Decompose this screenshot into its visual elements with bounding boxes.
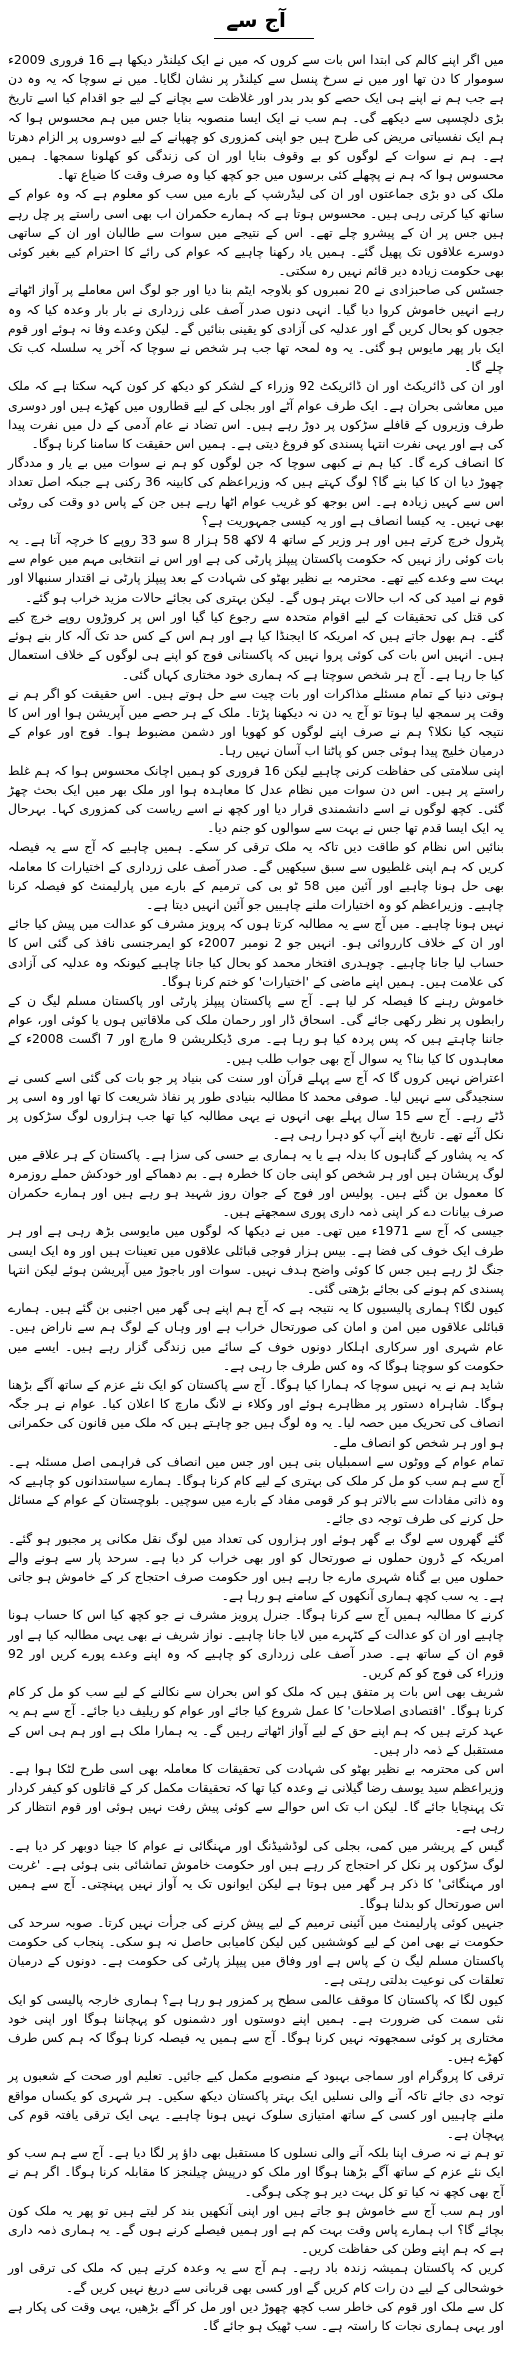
article-paragraph: کا انصاف کرے گا۔ کیا ہم نے کبھی سوچا کہ جن لوگوں کو ہم نے سوات میں بے یار و مددگار چھوڑ دیا ان کا کیا بنے گا؟ لوگ کہتے ہیں کہ وزیراعظم کی کابینہ 36 رکنی ہے جبکہ اصل تعداد اس سے کہیں زیادہ ہے۔ اس بوجھ کو غریب عوام اٹھا رہے ہیں جن کے پاس دو وقت کی روٹی بھی نہیں۔ یہ کیسا انصاف ہے اور یہ کیسی جمہوریت ہے؟ [8,455,504,528]
article-paragraph: نہیں ہونا چاہیے۔ میں آج سے یہ مطالبہ کرتا ہوں کہ پرویز مشرف کو عدالت میں پیش کیا جائے اور ان کے خلاف کارروائی ہو۔ انہیں جو 2 نومبر 2007ء کو ایمرجنسی نافذ کی گئی اس کا حساب لیا جانا چاہیے۔ چوہدری افتخار محمد کو بحال کیا جانا چاہیے کیونکہ وہ عدلیہ کی آزادی کی علامت ہیں۔ ہمیں اپنے ماضی کے 'اختیارات' کو ختم کرنا ہوگا۔ [8,916,504,989]
article-paragraph: کی قتل کی تحقیقات کے لیے اقوام متحدہ سے رجوع کیا گیا اور اس پر کروڑوں روپے خرچ کیے گئے۔ ہم بھول جاتے ہیں کہ امریکہ کا ایجنڈا کیا ہے اور ہم اس کے کس حد تک آلہ کار بنے ہوئے ہیں۔ انہیں اس بات کی کوئی پروا نہیں کہ پاکستانی فوج کو اپنے ہی لوگوں کے خلاف استعمال کیا جا رہا ہے۔ آج ہر شخص سوچتا ہے کہ ہماری خود مختاری کہاں گئی۔ [8,608,504,682]
article-paragraph: شریف بھی اس بات پر متفق ہیں کہ ملک کو اس بحران سے نکالنے کے لیے سب کو مل کر کام کرنا ہوگا۔ 'اقتصادی اصلاحات' کا عمل شروع کیا جائے اور عوام کو ریلیف دیا جائے۔ آج سے ہم یہ عہد کرتے ہیں کہ ہم اپنے حق کے لیے آواز اٹھاتے رہیں گے۔ یہ ہمارا ملک ہے اور ہم ہی اس کے مستقبل کے ذمہ دار ہیں۔ [8,1684,504,1757]
article-paragraph: گئے گھروں سے لوگ بے گھر ہوئے اور ہزاروں کی تعداد میں لوگ نقل مکانی پر مجبور ہو گئے۔ امریکہ کے ڈرون حملوں نے صورتحال کو اور بھی خراب کر دیا ہے۔ سرحد پار سے ہونے والے حملوں میں بے گناہ شہری مارے جا رہے ہیں اور حکومت صرف احتجاج کر کے خاموش ہو جاتی ہے۔ یہ سب کچھ ہماری آنکھوں کے سامنے ہو رہا ہے۔ [8,1530,504,1604]
article-paragraph: ہوتی دنیا کے تمام مسئلے مذاکرات اور بات چیت سے حل ہوتے ہیں۔ اس حقیقت کو اگر ہم نے وقت پر سمجھ لیا ہوتا تو آج یہ دن نہ دیکھنا پڑتا۔ ملک کے ہر حصے میں آپریشن ہوا اور اس کا نتیجہ کیا نکلا؟ ہم نے صرف اپنے لوگوں کو کھویا اور دشمن مضبوط ہوا۔ فوج اور عوام کے درمیان خلیج پیدا ہوئی جس کو پاٹنا اب آسان نہیں رہا۔ [8,685,504,759]
article-paragraph: اپنی سلامتی کی حفاظت کرنی چاہیے لیکن 16 فروری کو ہمیں اچانک محسوس ہوا کہ ہم غلط راستے پر ہیں۔ اس دن سوات میں نظام عدل کا معاہدہ ہوا اور ملک بھر میں ایک بحث چھڑ گئی۔ کچھ لوگوں نے اسے دانشمندی قرار دیا اور کچھ نے اسے ریاست کی کمزوری کہا۔ بہرحال یہ ایک ایسا قدم تھا جس نے بہت سے سوالوں کو جنم دیا۔ [8,762,504,836]
article-paragraph: گیس کے پریشر میں کمی، بجلی کی لوڈشیڈنگ اور مہنگائی نے عوام کا جینا دوبھر کر دیا ہے۔ لوگ سڑکوں پر نکل کر احتجاج کر رہے ہیں اور حکومت خاموش تماشائی بنی ہوئی ہے۔ 'غربت اور مہنگائی' کا ذکر ہر گھر میں ہوتا ہے لیکن ایوانوں تک یہ آواز نہیں پہنچتی۔ آج سے ہمیں اس صورتحال کو بدلنا ہوگا۔ [8,1837,504,1911]
article-paragraph: اس کی محترمہ بے نظیر بھٹو کی شہادت کی تحقیقات کا معاملہ بھی اسی طرح لٹکا ہوا ہے۔ وزیراعظم سید یوسف رضا گیلانی نے وعدہ کیا تھا کہ تحقیقات مکمل کر کے قاتلوں کو کیفر کردار تک پہنچایا جائے گا۔ لیکن اب تک اس حوالے سے کوئی پیش رفت نہیں ہوئی اور قوم انتظار کر رہی ہے۔ [8,1761,504,1834]
article-paragraph: کہ یہ پشاور کے گناہوں کا بدلہ ہے یا یہ ہماری بے حسی کی سزا ہے۔ پاکستان کے ہر علاقے میں لوگ پریشان ہیں اور ہر شخص کو اپنی جان کا خطرہ ہے۔ بم دھماکے اور خودکش حملے روزمرہ کا معمول بن گئے ہیں۔ پولیس اور فوج کے جوان روز شہید ہو رہے ہیں اور ہمارے حکمران صرف بیانات دے کر اپنی ذمہ داری پوری سمجھتے ہیں۔ [8,1146,504,1220]
article-paragraph: جنہیں کوئی پارلیمنٹ میں آئینی ترمیم کے لیے پیش کرنے کی جرأت نہیں کرتا۔ صوبہ سرحد کی حکومت نے بھی امن کے لیے کوششیں کیں لیکن کامیابی حاصل نہ ہو سکی۔ پنجاب کی حکومت پاکستان مسلم لیگ ن کے پاس ہے اور وفاق میں پیپلز پارٹی کی حکومت ہے۔ دونوں کے درمیان تعلقات کی نوعیت بدلتی رہتی ہے۔ [8,1914,504,1988]
article-paragraph: پٹرول خرچ کرتے ہیں اور ہر وزیر کے ساتھ 4 لاکھ 58 ہزار 8 سو 33 روپے کا خرچہ آتا ہے۔ یہ بات کوئی راز نہیں کہ حکومت پاکستان پیپلز پارٹی کی ہے اور اس نے انتخابی مہم میں عوام سے بہت سے وعدے کیے تھے۔ محترمہ بے نظیر بھٹو کی شہادت کے بعد پیپلز پارٹی نے اقتدار سنبھالا اور قوم نے امید کی کہ اب حالات بہتر ہوں گے۔ لیکن بہتری کی بجائے حالات مزید خراب ہو گئے۔ [8,532,504,605]
article-paragraph: کل سے ملک اور قوم کی خاطر سب کچھ چھوڑ دیں اور مل کر آگے بڑھیں، یہی وقت کی پکار ہے اور یہی ہماری نجات کا راستہ ہے۔ سب ٹھیک ہو جائے گا۔ [8,2298,504,2333]
article-paragraph: تمام عوام کے ووٹوں سے اسمبلیاں بنی ہیں اور جس میں انصاف کی فراہمی اصل مسئلہ ہے۔ آج سے ہم سب کو مل کر ملک کی بہتری کے لیے کام کرنا ہوگا۔ ہمارے سیاستدانوں کو چاہیے کہ وہ ذاتی مفادات سے بالاتر ہو کر قومی مفاد کے بارے میں سوچیں۔ بلوچستان کے عوام کے مسائل حل کرنے کی طرف توجہ دی جائے۔ [8,1453,504,1527]
article-paragraph: کرنے کا مطالبہ ہمیں آج سے کرنا ہوگا۔ جنرل پرویز مشرف نے جو کچھ کیا اس کا حساب ہونا چاہیے اور ان کو عدالت کے کٹہرے میں لایا جانا چاہیے۔ نواز شریف نے بھی یہی مطالبہ کیا ہے اور قوم ان کے ساتھ ہے۔ صدر آصف علی زرداری کو چاہیے کہ وہ اپنے وعدے پورے کریں اور 92 وزراء کی فوج کو کم کریں۔ [8,1607,504,1681]
article-paragraph: میں اگر اپنے کالم کی ابتدا اس بات سے کروں کہ میں نے ایک کیلنڈر دیکھا ہے 16 فروری 2009ء سوموار کا دن تھا اور میں نے سرخ پنسل سے کیلنڈر پر نشان لگایا۔ میں نے سوچا کہ یہ وہ دن ہے جب ہم نے اپنے ہی ایک حصے کو بدر بدر اور غلاظت سے بچانے کے لیے جو اقدام کیا اسے تاریخ بڑی دلچسپی سے دیکھے گی۔ ہم سب نے ایک ایسا منصوبہ بنایا جس میں ہم محسوس ہوا کہ ہم ایک نفسیاتی مریض کی طرح ہیں جو اپنی کمزوری کو چھپانے کے لیے دوسروں پر الزام دھرتا ہے۔ ہم نے سوات کے لوگوں کو بے وقوف بنایا اور ان کی زندگی کو کھلونا سمجھا۔ ہمیں محسوس ہوا کہ ہم نے پچھلے کئی برسوں میں جو کچھ کیا وہ صرف وقت کا ضیاع تھا۔ [8,52,504,183]
article-paragraph: اور ہم سب آج سے خاموش ہو جاتے ہیں اور اپنی آنکھیں بند کر لیتے ہیں تو پھر یہ ملک کون بچائے گا؟ اب ہمارے پاس وقت بہت کم ہے اور ہمیں فیصلے کرنے ہوں گے۔ یہ ہماری ذمہ داری ہے کہ ہم اپنے وطن کی حفاظت کریں۔ [8,2202,504,2257]
article-body [8,50,504,2335]
article-paragraph: شاید ہم نے یہ نہیں سوچا کہ ہمارا کیا ہوگا۔ آج سے پاکستان کو ایک نئے عزم کے ساتھ آگے بڑھنا ہوگا۔ شاہراہ دستور پر مظاہرے ہوئے اور وکلاء نے لانگ مارچ کا اعلان کیا۔ عوام نے ہر جگہ انصاف کی تحریک میں حصہ لیا۔ یہ وہ لوگ ہیں جو چاہتے ہیں کہ ملک میں قانون کی حکمرانی ہو اور ہر شخص کو انصاف ملے۔ [8,1377,504,1450]
article-paragraph: جسٹس کی صاحبزادی نے 20 نمبروں کو بلاوجہ ایٹم بنا دیا اور جو لوگ اس معاملے پر آواز اٹھاتے رہے انہیں خاموش کروا دیا گیا۔ انہی دنوں صدر آصف علی زرداری نے بار بار وعدہ کیا کہ وہ ججوں کو بحال کریں گے اور عدلیہ کی آزادی کو یقینی بنائیں گے۔ لیکن وعدے وفا نہ ہوئے اور قوم ایک بار پھر مایوس ہو گئی۔ یہ وہ لمحہ تھا جب ہر شخص نے سوچا کہ آخر یہ سلسلہ کب تک چلے گا۔ [8,282,504,375]
article-paragraph: کریں کہ پاکستان ہمیشہ زندہ باد رہے۔ ہم آج سے یہ وعدہ کرتے ہیں کہ ملک کی ترقی اور خوشحالی کے لیے دن رات کام کریں گے اور کسی بھی قربانی سے دریغ نہیں کریں گے۔ [8,2260,504,2295]
article-paragraph: کیوں لگا کہ پاکستان کا موقف عالمی سطح پر کمزور ہو رہا ہے؟ ہماری خارجہ پالیسی کو ایک نئی سمت کی ضرورت ہے۔ ہمیں اپنے دوستوں اور دشمنوں کو پہچاننا ہوگا اور اپنی خود مختاری پر کوئی سمجھوتہ نہیں کرنا ہوگا۔ آج سے ہمیں یہ فیصلہ کرنا ہوگا کہ ہم کس طرف کھڑے ہیں۔ [8,1991,504,2065]
article-paragraph: جیسی کہ آج سے 1971ء میں تھی۔ میں نے دیکھا کہ لوگوں میں مایوسی بڑھ رہی ہے اور ہر طرف ایک خوف کی فضا ہے۔ بیس ہزار فوجی قبائلی علاقوں میں تعینات ہیں اور وہ ایک ایسی جنگ لڑ رہے ہیں جس کا کوئی واضح ہدف نہیں۔ سوات اور باجوڑ میں آپریشن ہوئے لیکن انتہا پسندی کم ہونے کی بجائے بڑھتی گئی۔ [8,1223,504,1296]
article-paragraph: ترقی کا پروگرام اور سماجی بہبود کے منصوبے مکمل کیے جائیں۔ تعلیم اور صحت کے شعبوں پر توجہ دی جائے تاکہ آنے والی نسلیں ایک بہتر پاکستان دیکھ سکیں۔ ہر شہری کو یکساں مواقع ملنے چاہییں اور کسی کے ساتھ امتیازی سلوک نہیں ہونا چاہیے۔ یہی ایک ترقی یافتہ قوم کی پہچان ہے۔ [8,2068,504,2141]
title-underline [214,38,314,39]
article-header [8,6,504,50]
article-paragraph: خاموش رہنے کا فیصلہ کر لیا ہے۔ آج سے پاکستان پیپلز پارٹی اور پاکستان مسلم لیگ ن کے رابطوں پر نظر رکھی جائے گی۔ اسحاق ڈار اور رحمان ملک کی ملاقاتیں ہوں یا کوئی اور، عوام جاننا چاہتے ہیں کہ پس پردہ کیا ہو رہا ہے۔ مری ڈیکلریشن 9 مارچ اور 7 اگست 2008ء کے معاہدوں کا کیا بنا؟ یہ سوال آج بھی جواب طلب ہیں۔ [8,992,504,1066]
article-paragraph: اور ان کی ڈائریکٹ اور ان ڈائریکٹ 92 وزراء کے لشکر کو دیکھ کر کون کہہ سکتا ہے کہ ملک میں معاشی بحران ہے۔ ایک طرف عوام آٹے اور بجلی کے لیے قطاروں میں کھڑے ہیں اور دوسری طرف وزیروں کے قافلے سڑکوں پر دوڑ رہے ہیں۔ اس تضاد نے عام آدمی کے دل میں نفرت پیدا کی ہے اور یہی نفرت انتہا پسندی کو فروغ دیتی ہے۔ ہمیں اس حقیقت کا سامنا کرنا ہوگا۔ [8,378,505,452]
article-paragraph: کیوں لگا؟ ہماری پالیسیوں کا یہ نتیجہ ہے کہ آج ہم اپنے ہی گھر میں اجنبی بن گئے ہیں۔ ہمارے قبائلی علاقوں میں امن و امان کی صورتحال خراب ہے اور وہاں کے لوگ ہم سے ناراض ہیں۔ عام شہری اور سرکاری اہلکار دونوں خوف کے سائے میں زندگی گزار رہے ہیں۔ ایسے میں حکومت کو سوچنا ہوگا کہ وہ کس طرف جا رہی ہے۔ [8,1300,504,1373]
article-paragraph: تو ہم نے نہ صرف اپنا بلکہ آنے والی نسلوں کا مستقبل بھی داؤ پر لگا دیا ہے۔ آج سے ہم سب کو ایک نئے عزم کے ساتھ آگے بڑھنا ہوگا اور ملک کو درپیش چیلنجز کا مقابلہ کرنا ہوگا۔ اگر ہم نے آج بھی کچھ نہ کیا تو کل بہت دیر ہو چکی ہوگی۔ [8,2145,504,2199]
article-title: آج سے [226,8,286,32]
article-paragraph: بنائیں اس نظام کو طاقت دیں تاکہ یہ ملک ترقی کر سکے۔ ہمیں چاہیے کہ آج سے یہ فیصلہ کریں کہ ہم اپنی غلطیوں سے سبق سیکھیں گے۔ صدر آصف علی زرداری کے اختیارات کا معاملہ بھی حل ہونا چاہیے اور آئین میں 58 ٹو بی کی ترمیم کے بارے میں پارلیمنٹ کو فیصلہ کرنا چاہیے۔ وزیراعظم کو وہ اختیارات ملنے چاہییں جو آئین انہیں دیتا ہے۔ [8,839,504,912]
article-paragraph: ملک کی دو بڑی جماعتوں اور ان کی لیڈرشپ کے بارے میں سب کو معلوم ہے کہ وہ عوام کے ساتھ کیا کرتی رہی ہیں۔ محسوس ہوتا ہے کہ ہمارے حکمران اب بھی اسی راستے پر چل رہے ہیں جس پر ان کے پیشرو چلے تھے۔ اس کے نتیجے میں سوات سے طالبان اور ان کے ساتھی دوسرے علاقوں تک پھیل گئے۔ ہمیں یاد رکھنا چاہیے کہ عوام کی رائے کا احترام کیے بغیر کوئی بھی حکومت زیادہ دیر قائم نہیں رہ سکتی۔ [8,186,504,279]
article-paragraph: اعتراض نہیں کروں گا کہ آج سے پہلے قرآن اور سنت کی بنیاد پر جو بات کی گئی اسے کسی نے سنجیدگی سے نہیں لیا۔ صوفی محمد کا مطالبہ بنیادی طور پر نفاذ شریعت کا تھا اور وہ اسی پر ڈٹے رہے۔ آج سے 15 سال پہلے بھی انہوں نے یہی مطالبہ کیا تھا جب ہزاروں لوگ سڑکوں پر نکل آئے تھے۔ تاریخ اپنے آپ کو دہرا رہی ہے۔ [8,1069,504,1143]
